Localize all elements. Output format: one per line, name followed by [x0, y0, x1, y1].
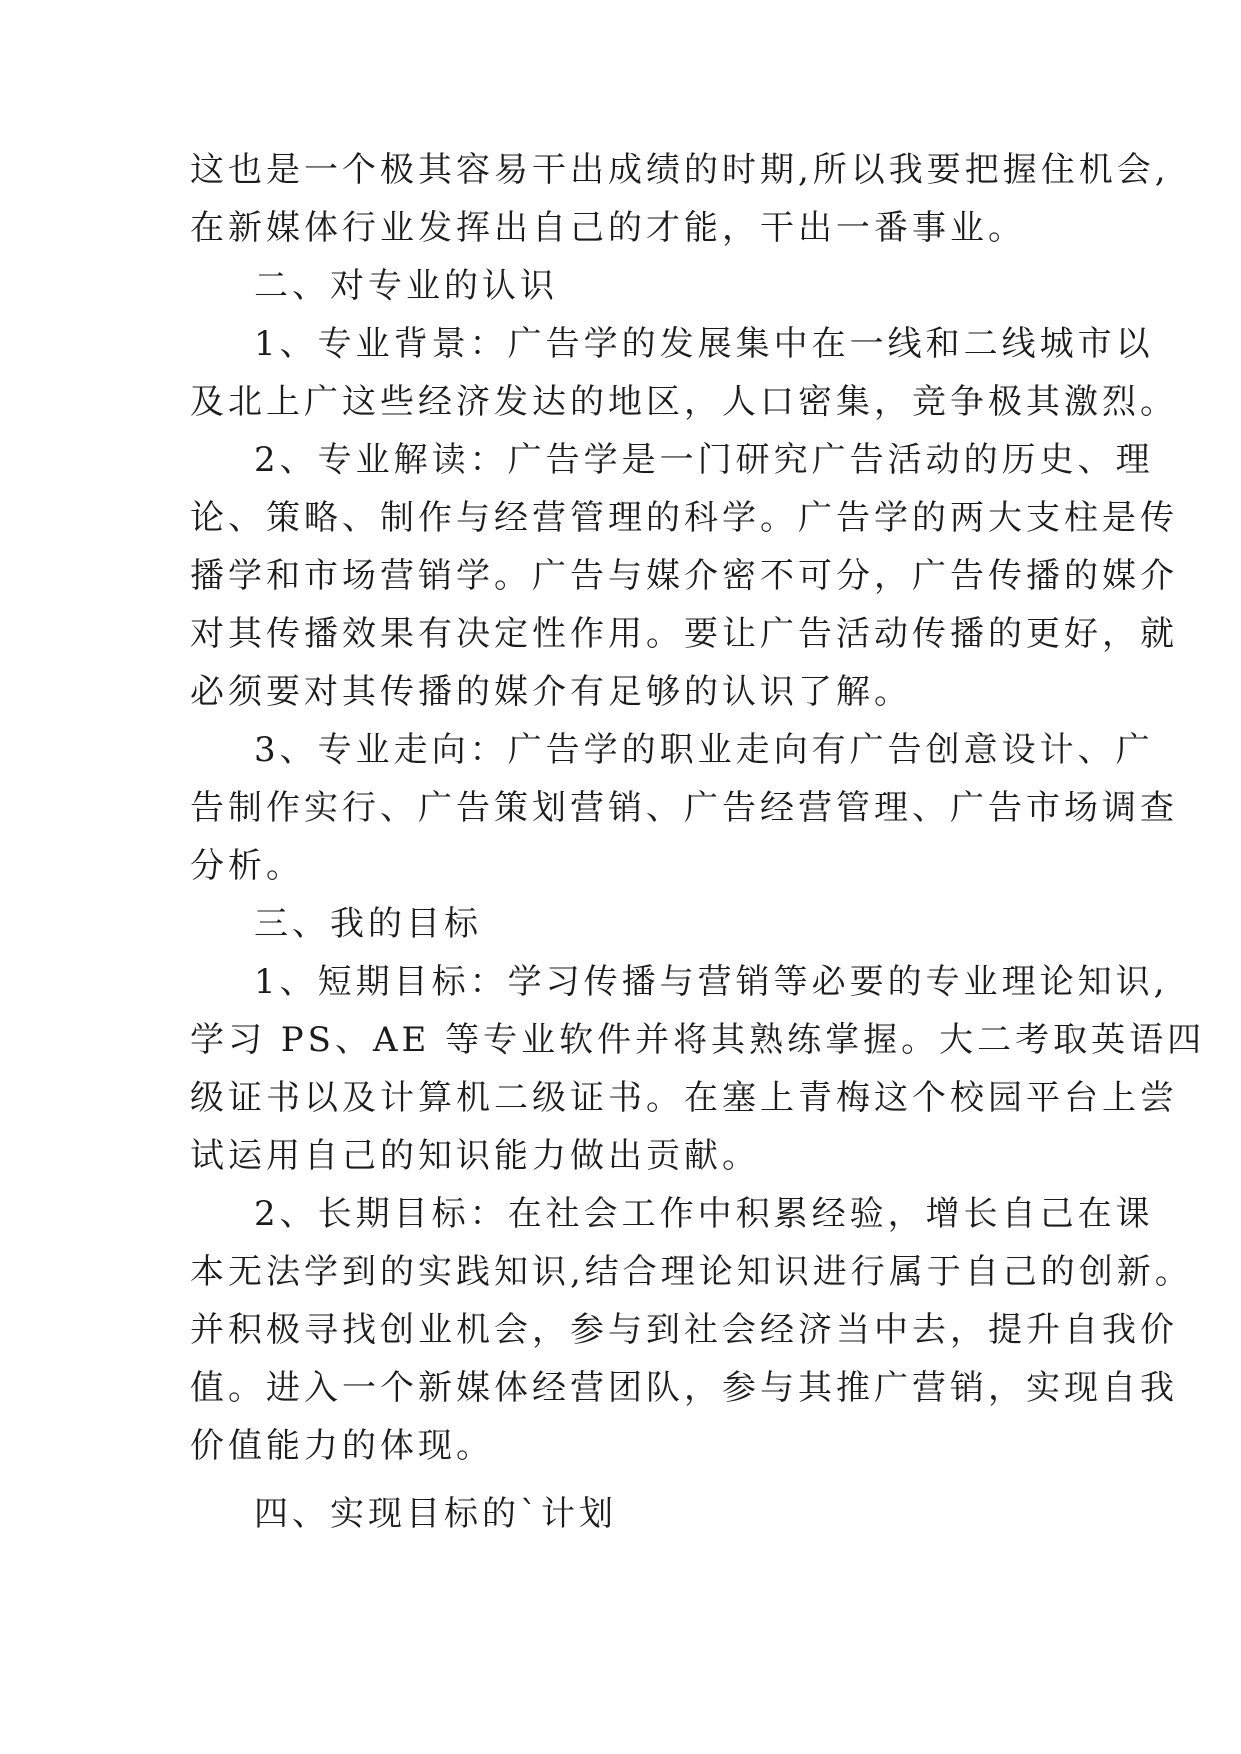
- text-line: 必须要对其传播的媒介有足够的认识了解。: [190, 672, 912, 712]
- text-line: 及北上广这些经济发达的地区，人口密集，竞争极其激烈。: [190, 382, 1178, 422]
- text-line: 2、长期目标：在社会工作中积累经验，增长自己在课: [254, 1194, 1154, 1234]
- text-line: 播学和市场营销学。广告与媒介密不可分，广告传播的媒介: [190, 556, 1178, 596]
- text-line: 这也是一个极其容易干出成绩的时期,所以我要把握住机会,: [190, 150, 1170, 190]
- section-heading: 四、实现目标的`计划: [254, 1494, 617, 1534]
- text-line: 试运用自己的知识能力做出贡献。: [190, 1136, 760, 1176]
- text-line: 论、策略、制作与经营管理的科学。广告学的两大支柱是传: [190, 498, 1178, 538]
- text-line: 价值能力的体现。: [190, 1426, 494, 1466]
- section-heading: 三、我的目标: [254, 904, 482, 944]
- text-line: 1、短期目标：学习传播与营销等必要的专业理论知识,: [254, 962, 1169, 1002]
- text-line: 本无法学到的实践知识,结合理论知识进行属于自己的创新。: [190, 1252, 1193, 1292]
- text-line: 1、专业背景：广告学的发展集中在一线和二线城市以: [254, 324, 1154, 364]
- text-line: 在新媒体行业发挥出自己的才能，干出一番事业。: [190, 208, 1026, 248]
- text-line: 级证书以及计算机二级证书。在塞上青梅这个校园平台上尝: [190, 1078, 1178, 1118]
- section-heading: 二、对专业的认识: [254, 266, 558, 306]
- text-line: 告制作实行、广告策划营销、广告经营管理、广告市场调查: [190, 788, 1178, 828]
- text-line: 3、专业走向：广告学的职业走向有广告创意设计、广: [254, 730, 1154, 770]
- text-line: 学习 PS、AE 等专业软件并将其熟练掌握。大二考取英语四: [190, 1020, 1206, 1060]
- text-line: 并积极寻找创业机会，参与到社会经济当中去，提升自我价: [190, 1310, 1178, 1350]
- text-line: 值。进入一个新媒体经营团队，参与其推广营销，实现自我: [190, 1368, 1178, 1408]
- text-line: 2、专业解读：广告学是一门研究广告活动的历史、理: [254, 440, 1154, 480]
- text-line: 分析。: [190, 846, 304, 886]
- text-line: 对其传播效果有决定性作用。要让广告活动传播的更好，就: [190, 614, 1178, 654]
